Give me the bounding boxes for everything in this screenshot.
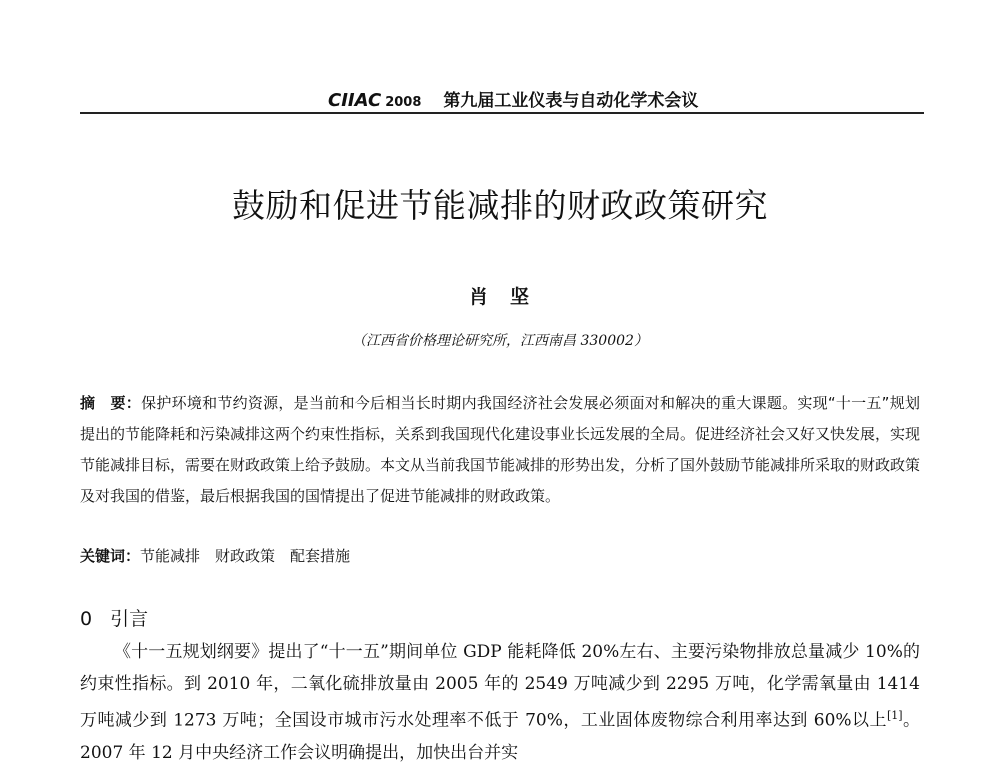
header-content bbox=[328, 86, 698, 111]
keywords-label: 关键词： bbox=[80, 547, 141, 565]
keywords-text: 节能减排 财政政策 配套措施 bbox=[140, 547, 351, 565]
abstract bbox=[80, 388, 920, 512]
conference-year: 2008 bbox=[385, 95, 422, 110]
body-text-continued: 。2007 年 12 月中央经济工作会议明确提出，加快出台并实 bbox=[80, 710, 920, 763]
section-heading bbox=[80, 604, 148, 631]
section-number: 0 bbox=[80, 608, 93, 630]
body-text: 《十一五规划纲要》提出了“十一五”期间单位 GDP 能耗降低 20%左右、主要污染物排放总量减少 10%的约束性指标。到 2010 年，二氧化硫排放量由 2005 年的 2549 万吨减少到 2295 万吨，化学需氧量由 1414 万吨减少到 1273 万吨；全国设市城市污水处理率不低于 70%，工业固体废物综合利用率达到 60%以上 bbox=[80, 642, 920, 731]
conference-name: 第九届工业仪表与自动化学术会议 bbox=[443, 91, 699, 111]
body-paragraph bbox=[80, 636, 920, 769]
conference-logo: CIIAC bbox=[328, 90, 382, 111]
section-title: 引言 bbox=[110, 608, 149, 630]
abstract-text: 保护环境和节约资源，是当前和今后相当长时期内我国经济社会发展必须面对和解决的重大课题。实现“十一五”规划提出的节能降耗和污染减排这两个约束性指标，关系到我国现代化建设事业长远发展的全局。促进经济社会又好又快发展，实现节能减排目标，需要在财政政策上给予鼓励。本文从当前我国节能减排的形势出发，分析了国外鼓励节能减排所采取的财政政策及对我国的借鉴，最后根据我国的国情提出了促进节能减排的财政政策。 bbox=[80, 394, 921, 505]
author-affiliation: （江西省价格理论研究所，江西南昌 330002） bbox=[352, 333, 648, 349]
running-header bbox=[80, 72, 924, 114]
paper-title: 鼓励和促进节能减排的财政政策研究 bbox=[232, 186, 768, 225]
abstract-label: 摘 要： bbox=[80, 394, 142, 412]
keywords bbox=[80, 545, 920, 566]
paper-author: 肖坚 bbox=[468, 286, 551, 308]
citation-ref: [1] bbox=[886, 709, 903, 722]
